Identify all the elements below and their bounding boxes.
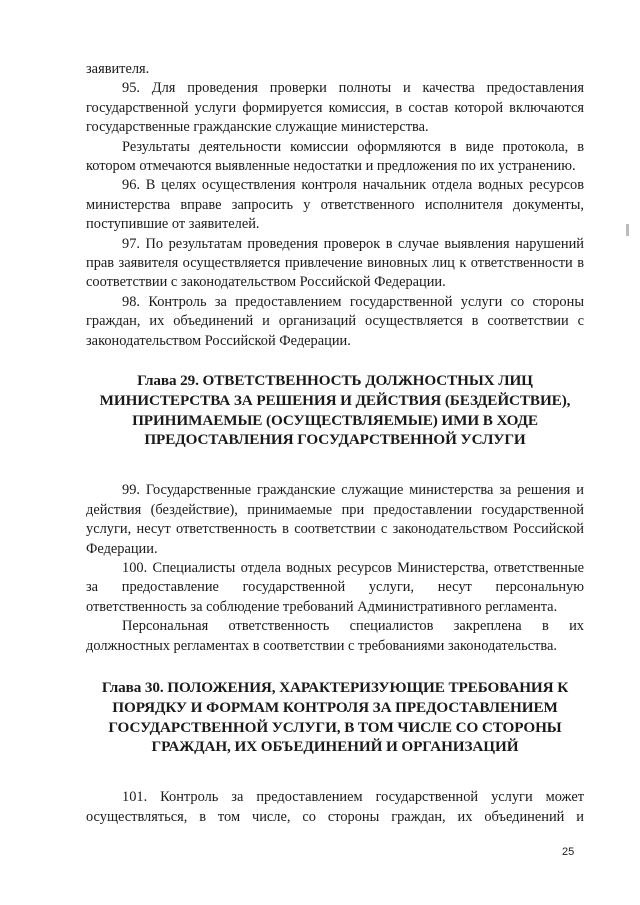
paragraph-101: 101. Контроль за предоставлением государственной услуги может осуществляться, в том числе, со стороны граждан, их объединений и — [86, 789, 584, 825]
chapter-29-heading: Глава 29. ОТВЕТСТВЕННОСТЬ ДОЛЖНОСТНЫХ ЛИЦ МИНИСТЕРСТВА ЗА РЕШЕНИЯ И ДЕЙСТВИЯ (БЕЗДЕЙСТВИЕ), ПРИНИМАЕМЫЕ (ОСУЩЕСТВЛЯЕМЫЕ) ИМИ В ХОДЕ ПРЕДОСТАВЛЕНИЯ ГОСУДАРСТВЕННОЙ УСЛУГИ — [99, 372, 571, 449]
paragraph-95-results: Результаты деятельности комиссии оформляются в виде протокола, в котором отмечаются выявленные недостатки и предложения по их устранению. — [86, 138, 584, 175]
paragraph-95: 95. Для проведения проверки полноты и качества предоставления государственной услуги формируется комиссия, в состав которой включаются государственные гражданские служащие министерства. — [86, 80, 584, 136]
paragraph-98: 98. Контроль за предоставлением государственной услуги со стороны граждан, их объединений и организаций осуществляется в соответствии с законодательством Российской Федерации. — [86, 293, 584, 349]
paragraph-continuation: заявителя. — [86, 61, 150, 77]
paragraph-97: 97. По результатам проведения проверок в случае выявления нарушений прав заявителя осуществляется привлечение виновных лиц к ответственности в соответствии с законодательством Российской Федерации. — [86, 235, 584, 291]
paragraph-100: 100. Специалисты отдела водных ресурсов Министерства, ответственные за предоставление государственной услуги, несут персональную ответственность за соблюдение требований Административного регламента. — [86, 559, 584, 615]
scan-artifact — [626, 224, 629, 236]
chapter-30-heading: Глава 30. ПОЛОЖЕНИЯ, ХАРАКТЕРИЗУЮЩИЕ ТРЕБОВАНИЯ К ПОРЯДКУ И ФОРМАМ КОНТРОЛЯ ЗА ПРЕДОСТАВЛЕНИЕМ ГОСУДАРСТВЕННОЙ УСЛУГИ, В ТОМ ЧИСЛЕ СО СТОРОНЫ ГРАЖДАН, ИХ ОБЪЕДИНЕНИЙ И ОРГАНИЗАЦИЙ — [101, 678, 569, 756]
paragraph-99: 99. Государственные гражданские служащие министерства за решения и действия (бездействие), принимаемые при предоставлении государственной услуги, несут ответственность в соответствии с законодательством Российской Федерации. — [86, 482, 584, 557]
paragraph-100-personal: Персональная ответственность специалистов закреплена в их должностных регламентах в соответствии с требованиями законодательства. — [86, 618, 584, 654]
page-number: 25 — [562, 846, 575, 858]
paragraph-96: 96. В целях осуществления контроля начальник отдела водных ресурсов министерства вправе запросить у ответственного исполнителя документы, поступившие от заявителей. — [86, 177, 584, 233]
page-content — [86, 60, 584, 827]
